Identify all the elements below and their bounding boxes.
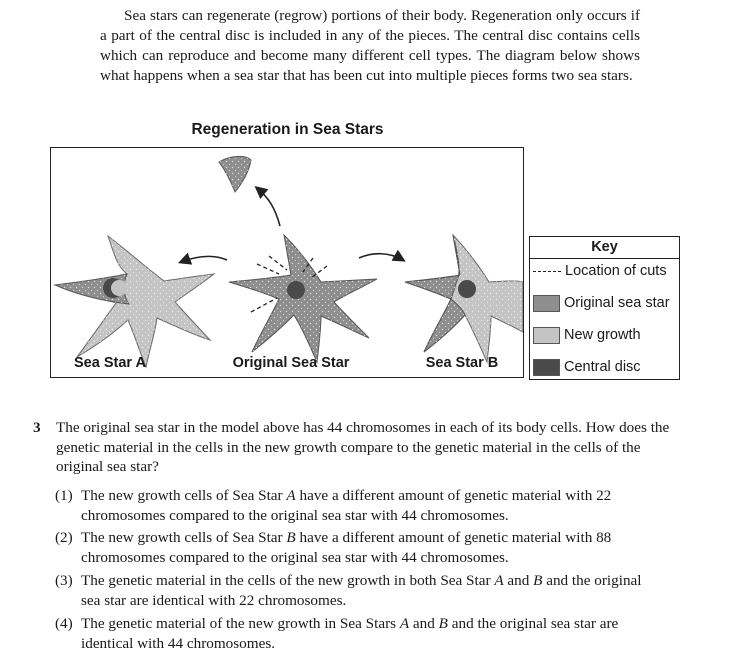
answer-choice-3[interactable] (55, 571, 655, 610)
intro-text: Sea stars can regenerate (regrow) portions of their body. Regeneration only occurs if a part of the central disc is included in any of the pieces. The central disc contains cells which can reproduce and become many different cell types. The diagram below shows what happens when a sea star that has been cut into multiple pieces forms two sea stars. (100, 7, 640, 84)
answer-choice-4[interactable] (55, 614, 655, 653)
key-label: Location of cuts (565, 263, 667, 279)
choice-text: The new growth cells of Sea Star B have a different amount of genetic material with 88 chromosomes compared to the original sea star with 44 chromosomes. (81, 529, 612, 566)
arrow-to-sea-star-b (359, 254, 403, 260)
diagram-key (529, 236, 680, 380)
regeneration-diagram (50, 147, 524, 378)
cut-arm-piece (219, 156, 251, 192)
question-text: The original sea star in the model above has 44 chromosomes in each of its body cells. How does the genetic material in the cells in the new growth compare to the genetic material in the cells of the original sea star? (56, 419, 670, 475)
question-number: 3 (33, 419, 41, 436)
key-label: New growth (564, 327, 641, 343)
key-item-new-growth (533, 325, 641, 345)
choice-text: The genetic material in the cells of the new growth in both Sea Star A and B and the original sea star are identical with 22 chromosomes. (81, 572, 642, 609)
choice-number: (4) (55, 615, 73, 632)
caption-sea-star-b: Sea Star B (425, 355, 499, 371)
choice-text: The genetic material of the new growth in Sea Stars A and B and the original sea star are identical with 44 chromosomes. (81, 615, 619, 652)
dashed-line-icon (533, 271, 561, 272)
intro-paragraph (100, 6, 640, 86)
original-sea-star-illustration (229, 235, 377, 362)
key-item-original (533, 293, 670, 313)
key-label: Original sea star (564, 295, 670, 311)
choice-number: (2) (55, 529, 73, 546)
caption-original-sea-star: Original Sea Star (232, 355, 350, 371)
central-disc-swatch-icon (533, 359, 560, 376)
key-item-central-disc (533, 357, 641, 377)
answer-choice-2[interactable] (55, 528, 655, 567)
caption-sea-star-a: Sea Star A (74, 355, 146, 371)
sea-star-a-illustration (55, 236, 214, 367)
arrow-to-sea-star-a (181, 256, 227, 262)
original-swatch-icon (533, 295, 560, 312)
choice-text: The new growth cells of Sea Star A have a different amount of genetic material with 22 chromosomes compared to the original sea star with 44 chromosomes. (81, 487, 612, 524)
choice-number: (3) (55, 572, 73, 589)
choice-number: (1) (55, 487, 73, 504)
diagram-title: Regeneration in Sea Stars (191, 121, 384, 138)
key-item-cuts (533, 261, 667, 281)
question-3 (33, 418, 681, 477)
sea-star-b-illustration (405, 235, 523, 362)
key-title: Key (530, 237, 679, 259)
arrow-to-arm (257, 188, 280, 226)
new-growth-swatch-icon (533, 327, 560, 344)
answer-choice-1[interactable] (55, 486, 655, 525)
key-label: Central disc (564, 359, 641, 375)
diagram-artwork (51, 148, 523, 377)
